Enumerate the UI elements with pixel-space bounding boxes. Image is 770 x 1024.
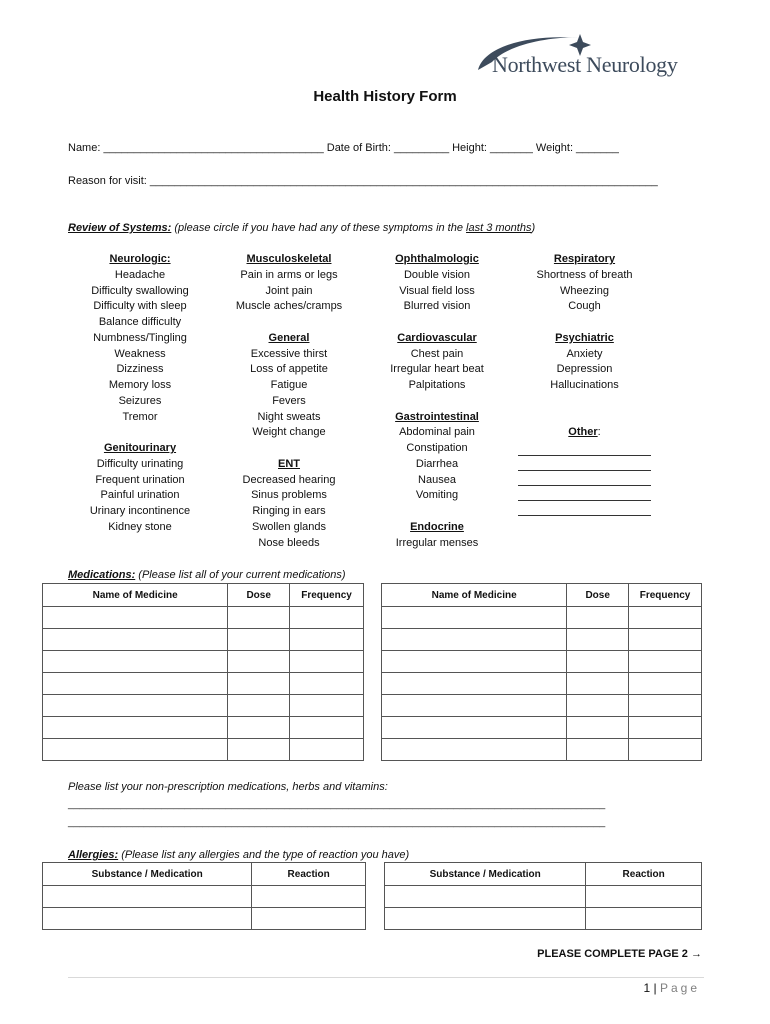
table-cell[interactable] — [629, 607, 702, 629]
page-number-value: 1 — [643, 981, 651, 995]
allergies-note: (Please list any allergies and the type of reaction you have) — [118, 849, 410, 861]
review-note: (please circle if you have had any of these symptoms in the — [171, 222, 467, 234]
table-row — [43, 607, 364, 629]
symptom-item[interactable]: Memory loss — [108, 379, 172, 391]
symptom-item[interactable]: Frequent urination — [95, 473, 185, 486]
cardiovascular-header: Cardiovascular — [397, 331, 477, 344]
symptom-item[interactable]: Muscle aches/cramps — [235, 300, 343, 313]
table-cell[interactable] — [228, 717, 290, 739]
symptom-item[interactable]: Tremor — [122, 410, 158, 423]
symptom-item[interactable]: Blurred vision — [403, 300, 471, 313]
symptom-item[interactable]: Numbness/Tingling — [93, 331, 187, 344]
symptom-item[interactable]: Seizures — [118, 394, 162, 407]
symptom-item[interactable]: Sinus problems — [251, 489, 327, 502]
table-cell[interactable] — [43, 695, 228, 717]
table-cell[interactable] — [385, 886, 586, 908]
other-symptom-line[interactable] — [518, 486, 651, 501]
review-note-suffix: ) — [531, 222, 536, 234]
table-cell[interactable] — [228, 607, 290, 629]
symptom-item[interactable]: Vomiting — [415, 489, 459, 502]
table-cell[interactable] — [228, 673, 290, 695]
table-cell[interactable] — [43, 886, 252, 908]
table-cell[interactable] — [43, 908, 252, 930]
table-cell[interactable] — [567, 695, 629, 717]
table-cell[interactable] — [228, 651, 290, 673]
table-row — [43, 629, 364, 651]
endocrine-header: Endocrine — [410, 520, 464, 533]
table-cell[interactable] — [382, 739, 567, 761]
symptoms-column-2 — [224, 252, 354, 551]
footer-divider — [68, 977, 704, 978]
medications-label: Medications: — [68, 569, 136, 581]
table-cell[interactable] — [586, 908, 702, 930]
symptom-item[interactable]: Cough — [568, 300, 601, 313]
symptom-item[interactable]: Loss of appetite — [250, 363, 328, 376]
symptom-item[interactable]: Nose bleeds — [258, 536, 320, 549]
table-cell[interactable] — [252, 886, 366, 908]
table-row — [43, 717, 364, 739]
symptom-item[interactable]: Painful urination — [100, 489, 180, 502]
table-cell[interactable] — [382, 673, 567, 695]
table-cell[interactable] — [382, 717, 567, 739]
table-row — [382, 673, 702, 695]
table-cell[interactable] — [385, 908, 586, 930]
allergies-table-left — [42, 862, 366, 930]
medications-heading — [68, 569, 346, 581]
review-of-systems-heading — [68, 222, 535, 234]
table-row — [382, 607, 702, 629]
page-title: Health History Form — [313, 88, 457, 105]
symptoms-column-1 — [76, 252, 204, 536]
table-cell[interactable] — [586, 886, 702, 908]
col-frequency: Frequency — [629, 584, 702, 607]
psychiatric-header: Psychiatric — [555, 331, 614, 344]
symptom-item[interactable]: Excessive thirst — [250, 347, 328, 360]
symptom-item[interactable]: Balance difficulty — [98, 316, 182, 328]
name-dob-height-weight-fields[interactable]: Name: ____________________________________ Date of Birth: _________ Height: _______ Weight: _______ — [68, 142, 619, 154]
other-header: Other — [568, 426, 598, 439]
page-word: Page — [659, 981, 700, 995]
ophthalmologic-header: Ophthalmologic — [395, 253, 479, 265]
symptom-item[interactable]: Nausea — [418, 473, 456, 486]
table-cell[interactable] — [629, 717, 702, 739]
symptom-item[interactable]: Chest pain — [410, 347, 464, 360]
arrow-right-icon: → — [691, 948, 702, 960]
symptom-item[interactable]: Diarrhea — [415, 457, 459, 470]
table-cell[interactable] — [43, 629, 228, 651]
table-row — [382, 739, 702, 761]
col-reaction: Reaction — [586, 863, 702, 886]
symptom-item[interactable]: Shortness of breath — [536, 268, 633, 281]
allergies-table-right — [384, 862, 702, 930]
table-cell[interactable] — [629, 673, 702, 695]
col-dose: Dose — [228, 584, 290, 607]
allergies-heading — [68, 849, 409, 861]
table-row — [43, 695, 364, 717]
symptom-item[interactable]: Fatigue — [270, 379, 308, 391]
table-cell[interactable] — [290, 739, 364, 761]
otc-line-1[interactable]: ____________________________________________________________________________________________ — [68, 798, 606, 810]
table-cell[interactable] — [567, 673, 629, 695]
symptoms-column-4 — [518, 252, 651, 516]
table-row — [382, 695, 702, 717]
table-row — [43, 886, 366, 908]
logo-text: Northwest Neurology — [492, 52, 678, 77]
symptom-item[interactable]: Anxiety — [566, 347, 603, 360]
symptom-item[interactable]: Weakness — [114, 347, 166, 360]
table-cell[interactable] — [629, 651, 702, 673]
symptom-item[interactable]: Hallucinations — [550, 379, 619, 391]
other-colon: : — [597, 426, 601, 439]
other-symptom-line[interactable] — [518, 456, 651, 471]
table-cell[interactable] — [228, 695, 290, 717]
symptom-item[interactable]: Swollen glands — [252, 520, 326, 533]
symptom-item[interactable]: Urinary incontinence — [89, 505, 191, 517]
symptom-item[interactable]: Irregular heart beat — [390, 363, 484, 376]
symptom-item[interactable]: Difficulty with sleep — [93, 300, 187, 313]
symptom-item[interactable]: Night sweats — [257, 410, 321, 423]
symptom-item[interactable]: Double vision — [403, 268, 471, 281]
symptom-item[interactable]: Weight change — [252, 426, 326, 439]
page-number — [643, 981, 700, 995]
table-cell[interactable] — [567, 739, 629, 761]
table-cell[interactable] — [382, 695, 567, 717]
ent-header: ENT — [278, 457, 300, 470]
symptom-item[interactable]: Palpitations — [408, 379, 466, 391]
col-name-of-medicine: Name of Medicine — [43, 584, 228, 607]
col-reaction: Reaction — [252, 863, 366, 886]
symptom-item[interactable]: Decreased hearing — [242, 473, 336, 486]
table-cell[interactable] — [629, 629, 702, 651]
symptom-item[interactable]: Abdominal pain — [399, 426, 475, 439]
table-row — [43, 908, 366, 930]
symptoms-column-3 — [372, 252, 502, 551]
table-cell[interactable] — [228, 739, 290, 761]
reason-for-visit-field[interactable]: Reason for visit: ___________________________________________________________________________________ — [68, 175, 658, 187]
table-row — [43, 673, 364, 695]
col-dose: Dose — [567, 584, 629, 607]
otc-label: Please list your non-prescription medications, herbs and vitamins: — [68, 781, 388, 793]
symptom-item[interactable]: Difficulty swallowing — [91, 284, 189, 297]
symptom-item[interactable]: Joint pain — [265, 284, 313, 297]
table-row — [382, 717, 702, 739]
table-cell[interactable] — [290, 673, 364, 695]
symptom-item[interactable]: Depression — [556, 363, 613, 376]
symptom-item[interactable]: Ringing in ears — [252, 505, 326, 517]
review-label: Review of Systems: — [68, 222, 172, 234]
other-symptom-line[interactable] — [518, 501, 651, 516]
table-cell[interactable] — [228, 629, 290, 651]
northwest-neurology-logo — [470, 30, 692, 84]
table-row — [43, 651, 364, 673]
table-cell[interactable] — [382, 607, 567, 629]
table-cell[interactable] — [43, 651, 228, 673]
table-cell[interactable] — [290, 651, 364, 673]
symptom-item[interactable]: Irregular menses — [395, 536, 479, 549]
medications-table-right — [381, 583, 702, 761]
symptom-item[interactable]: Constipation — [406, 442, 468, 454]
symptom-item[interactable]: Visual field loss — [399, 284, 475, 297]
table-cell[interactable] — [290, 695, 364, 717]
complete-page-2-text: PLEASE COMPLETE PAGE 2 — [537, 948, 688, 960]
genitourinary-header: Genitourinary — [103, 442, 177, 454]
table-cell[interactable] — [629, 695, 702, 717]
allergies-label: Allergies: — [68, 849, 119, 861]
table-cell[interactable] — [43, 673, 228, 695]
table-cell[interactable] — [382, 651, 567, 673]
other-symptom-line[interactable] — [518, 441, 651, 456]
table-row — [43, 739, 364, 761]
symptom-item[interactable]: Dizziness — [116, 363, 164, 376]
table-cell[interactable] — [567, 651, 629, 673]
complete-page-2-notice — [537, 948, 702, 960]
table-cell[interactable] — [629, 739, 702, 761]
col-substance-medication: Substance / Medication — [385, 863, 586, 886]
table-cell[interactable] — [43, 607, 228, 629]
medications-table-left — [42, 583, 364, 761]
page-separator: | — [650, 981, 660, 995]
respiratory-header: Respiratory — [553, 253, 616, 265]
table-cell[interactable] — [252, 908, 366, 930]
table-cell[interactable] — [290, 629, 364, 651]
table-cell[interactable] — [567, 717, 629, 739]
medications-note: (Please list all of your current medications) — [135, 569, 346, 581]
other-symptom-line[interactable] — [518, 471, 651, 486]
table-row — [382, 651, 702, 673]
table-cell[interactable] — [290, 607, 364, 629]
otc-line-2[interactable]: ____________________________________________________________________________________________ — [68, 816, 606, 828]
symptom-item[interactable]: Fevers — [272, 394, 306, 407]
table-cell[interactable] — [290, 717, 364, 739]
symptom-item[interactable]: Wheezing — [560, 284, 609, 297]
col-substance-medication: Substance / Medication — [43, 863, 252, 886]
general-header: General — [268, 331, 310, 344]
review-note-period: last 3 months — [466, 222, 532, 234]
symptom-item[interactable]: Headache — [114, 268, 166, 281]
table-row — [382, 629, 702, 651]
table-cell[interactable] — [567, 607, 629, 629]
symptom-item[interactable]: Difficulty urinating — [96, 457, 184, 470]
table-row — [385, 886, 702, 908]
symptom-item[interactable]: Kidney stone — [108, 520, 172, 533]
table-cell[interactable] — [382, 629, 567, 651]
symptom-item[interactable]: Pain in arms or legs — [240, 268, 338, 281]
musculoskeletal-header: Musculoskeletal — [246, 253, 332, 265]
table-cell[interactable] — [43, 717, 228, 739]
col-name-of-medicine: Name of Medicine — [382, 584, 567, 607]
neurologic-header: Neurologic: — [109, 253, 171, 265]
table-row — [385, 908, 702, 930]
table-cell[interactable] — [567, 629, 629, 651]
col-frequency: Frequency — [290, 584, 364, 607]
table-cell[interactable] — [43, 739, 228, 761]
gastrointestinal-header: Gastrointestinal — [395, 410, 479, 423]
